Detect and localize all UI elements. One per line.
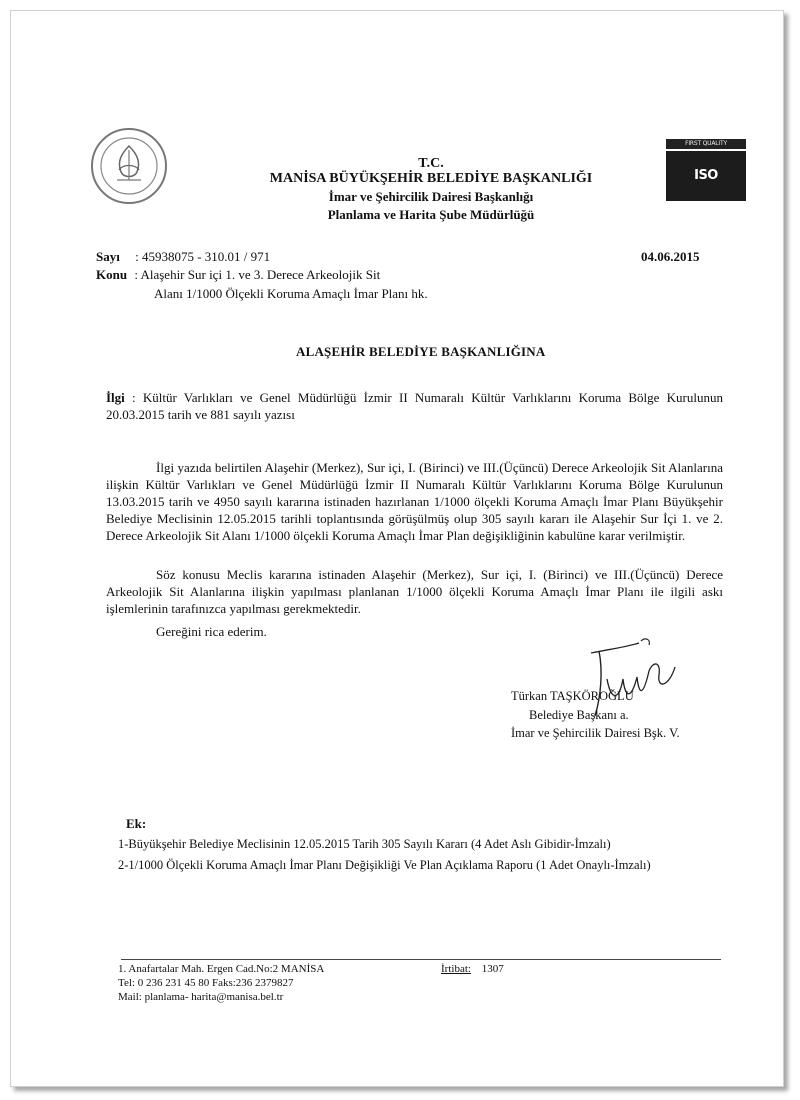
ilgi-text: : Kültür Varlıkları ve Genel Müdürlüğü İzmir II Numaralı Kültür Varlıklarını Koruma Bölge Kurulunun 20.03.2015 tarih ve 881 sayılı yazısı — [106, 390, 723, 422]
header-department: İmar ve Şehircilik Dairesi Başkanlığı — [328, 189, 534, 204]
body-paragraph-2: Söz konusu Meclis kararına istinaden Alaşehir (Merkez), Sur içi, I. (Birinci) ve III.(Üçüncü) Derece Arkeolojik Sit Alanlarına ilişkin yapılması planlanan 1/1000 ölçekli Koruma Amaçlı İmar Planı ile ilgili askı işlemlerinin tarafınızca yapılması gerekmektedir. — [106, 567, 723, 616]
footer-irtibat — [441, 963, 504, 975]
header-institution: MANİSA BÜYÜKŞEHİR BELEDİYE BAŞKANLIĞI — [269, 171, 593, 186]
footer-address: 1. Anafartalar Mah. Ergen Cad.No:2 MANİSA — [118, 963, 325, 975]
body-paragraph-1: İlgi yazıda belirtilen Alaşehir (Merkez), Sur içi, I. (Birinci) ve III.(Üçüncü) Derece Arkeolojik Sit Alanlarına ilişkin Kültür Varlıkları ve Genel Müdürlüğü İzmir II Numaralı Kültür Varlıklarını Koruma Bölge Kurulunun 13.03.2015 tarih ve 4950 sayılı kararına istinaden hazırlanan 1/1000 ölçekli Koruma Amaçlı İmar Planı Büyükşehir Belediye Meclisinin 12.05.2015 tarihli toplantısında görüşülmüş olup 305 sayılı kararı ile Alaşehir Sur İçi 1. ve 2. Derece Arkeolojik Sit Alanı 1/1000 ölçekli Koruma Amaçlı İmar Plan değişikliğinin kabulüne karar verilmiştir. — [106, 460, 723, 543]
konu-line2: Alanı 1/1000 Ölçekli Koruma Amaçlı İmar Planı hk. — [154, 286, 428, 301]
konu-row — [96, 267, 380, 283]
ilgi-paragraph — [106, 389, 723, 423]
municipality-seal-logo — [89, 126, 169, 206]
header-branch: Planlama ve Harita Şube Müdürlüğü — [327, 207, 535, 222]
footer-divider — [121, 959, 721, 960]
signatory-title-1: Belediye Başkanı a. — [529, 708, 629, 722]
signatory-name: Türkan TAŞKÖROĞLU — [511, 689, 634, 703]
signatory-title-2: İmar ve Şehircilik Dairesi Bşk. V. — [511, 726, 680, 740]
addressee-title: ALAŞEHİR BELEDİYE BAŞKANLIĞINA — [296, 344, 546, 359]
irtibat-value: 1307 — [481, 963, 504, 975]
footer-mail: Mail: planlama- harita@manisa.bel.tr — [118, 991, 284, 1003]
body-paragraph-3: Gereğini rica ederim. — [156, 624, 267, 639]
iso-main-text: ISO 9001:2008 — [666, 151, 746, 201]
konu-label: Konu — [96, 267, 128, 282]
sayi-row — [96, 249, 270, 265]
sayi-value: : 45938075 - 310.01 / 971 — [135, 249, 271, 264]
sayi-label: Sayı — [96, 249, 120, 264]
ek-item-2: 2-1/1000 Ölçekli Koruma Amaçlı İmar Planı Değişikliği Ve Plan Açıklama Raporu (1 Adet Onaylı-İmzalı) — [118, 858, 651, 872]
document-page — [10, 10, 784, 1087]
ek-item-1: 1-Büyükşehir Belediye Meclisinin 12.05.2015 Tarih 305 Sayılı Kararı (4 Adet Aslı Gibidir-İmzalı) — [118, 837, 611, 851]
header-tc: T.C. — [418, 156, 444, 171]
footer-phone: Tel: 0 236 231 45 80 Faks:236 2379827 — [118, 977, 294, 989]
document-date: 04.06.2015 — [641, 249, 700, 264]
irtibat-label: İrtibat: — [441, 963, 471, 975]
konu-line1: : Alaşehir Sur içi 1. ve 3. Derece Arkeolojik Sit — [134, 267, 381, 282]
iso-band-text: FIRST QUALITY — [666, 139, 746, 149]
ilgi-label: İlgi — [106, 390, 125, 405]
ek-label: Ek: — [126, 816, 147, 831]
